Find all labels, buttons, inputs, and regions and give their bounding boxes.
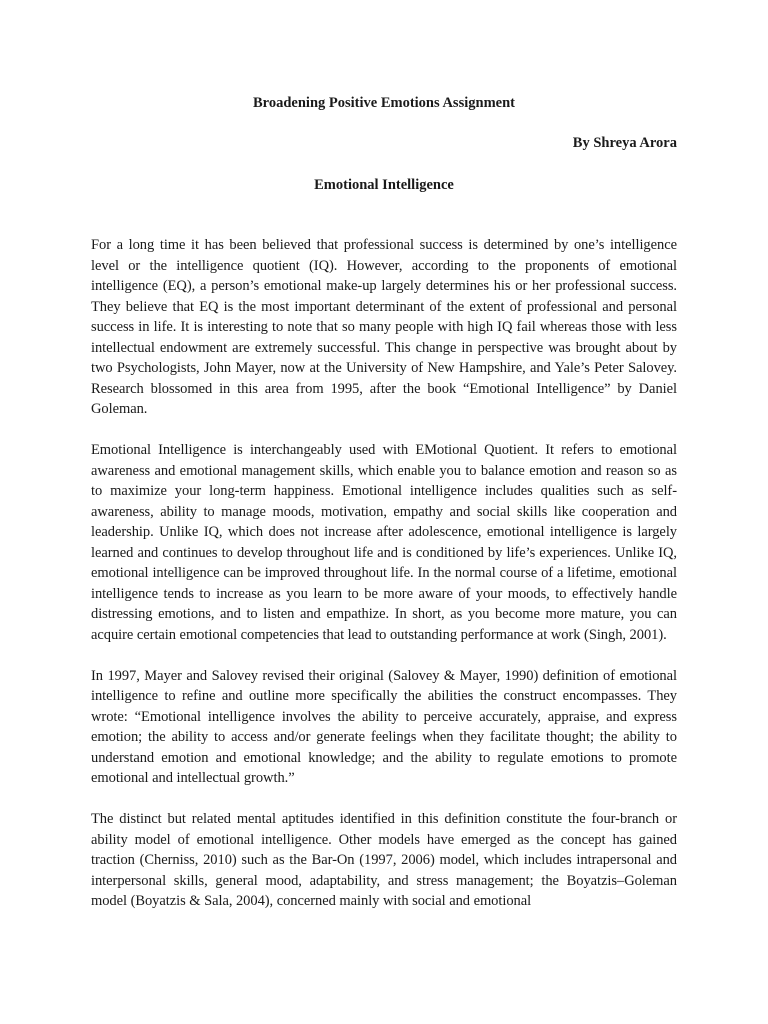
- document-body: [91, 235, 677, 932]
- section-heading: Emotional Intelligence: [314, 177, 454, 193]
- paragraph-1: For a long time it has been believed that professional success is determined by one’s intelligence level or the intelligence quotient (IQ). However, according to the proponents of emotional intelligence (EQ), a person’s emotional make-up largely determines his or her professional success. They believe that EQ is the most important determinant of the extent of professional and personal success in life. It is interesting to note that so many people with high IQ fail whereas those with less intellectual endowment are extremely successful. This change in perspective was brought about by two Psychologists, John Mayer, now at the University of New Hampshire, and Yale’s Peter Salovey. Research blossomed in this area from 1995, after the book “Emotional Intelligence” by Daniel Goleman.: [91, 237, 677, 417]
- document-title: Broadening Positive Emotions Assignment: [253, 95, 515, 111]
- paragraph-4: The distinct but related mental aptitudes identified in this definition constitute the four-branch or ability model of emotional intelligence. Other models have emerged as the concept has gained traction (Cherniss, 2010) such as the Bar-On (1997, 2006) model, which includes intrapersonal and interpersonal skills, general mood, adaptability, and stress management; the Boyatzis–Goleman model (Boyatzis & Sala, 2004), concerned mainly with social and emotional: [91, 811, 677, 909]
- paragraph-3: In 1997, Mayer and Salovey revised their original (Salovey & Mayer, 1990) definition of emotional intelligence to refine and outline more specifically the abilities the construct encompasses. They wrote: “Emotional intelligence involves the ability to perceive accurately, appraise, and express emotion; the ability to access and/or generate feelings when they facilitate thought; the ability to understand emotion and emotional knowledge; and the ability to regulate emotions to promote emotional and intellectual growth.”: [91, 667, 677, 786]
- paragraph-2: Emotional Intelligence is interchangeably used with EMotional Quotient. It refers to emotional awareness and emotional management skills, which enable you to balance emotion and reason so as to maximize your long-term happiness. Emotional intelligence includes qualities such as self-awareness, ability to manage moods, motivation, empathy and social skills like cooperation and leadership. Unlike IQ, which does not increase after adolescence, emotional intelligence is largely learned and continues to develop throughout life and is conditioned by life’s experiences. Unlike IQ, emotional intelligence can be improved throughout life. In the normal course of a lifetime, emotional intelligence tends to increase as you learn to be more aware of your moods, to effectively handle distressing emotions, and to listen and empathize. In short, as you become more mature, you can acquire certain emotional competencies that lead to outstanding performance at work (Singh, 2001).: [91, 442, 677, 643]
- document-author: By Shreya Arora: [572, 135, 677, 151]
